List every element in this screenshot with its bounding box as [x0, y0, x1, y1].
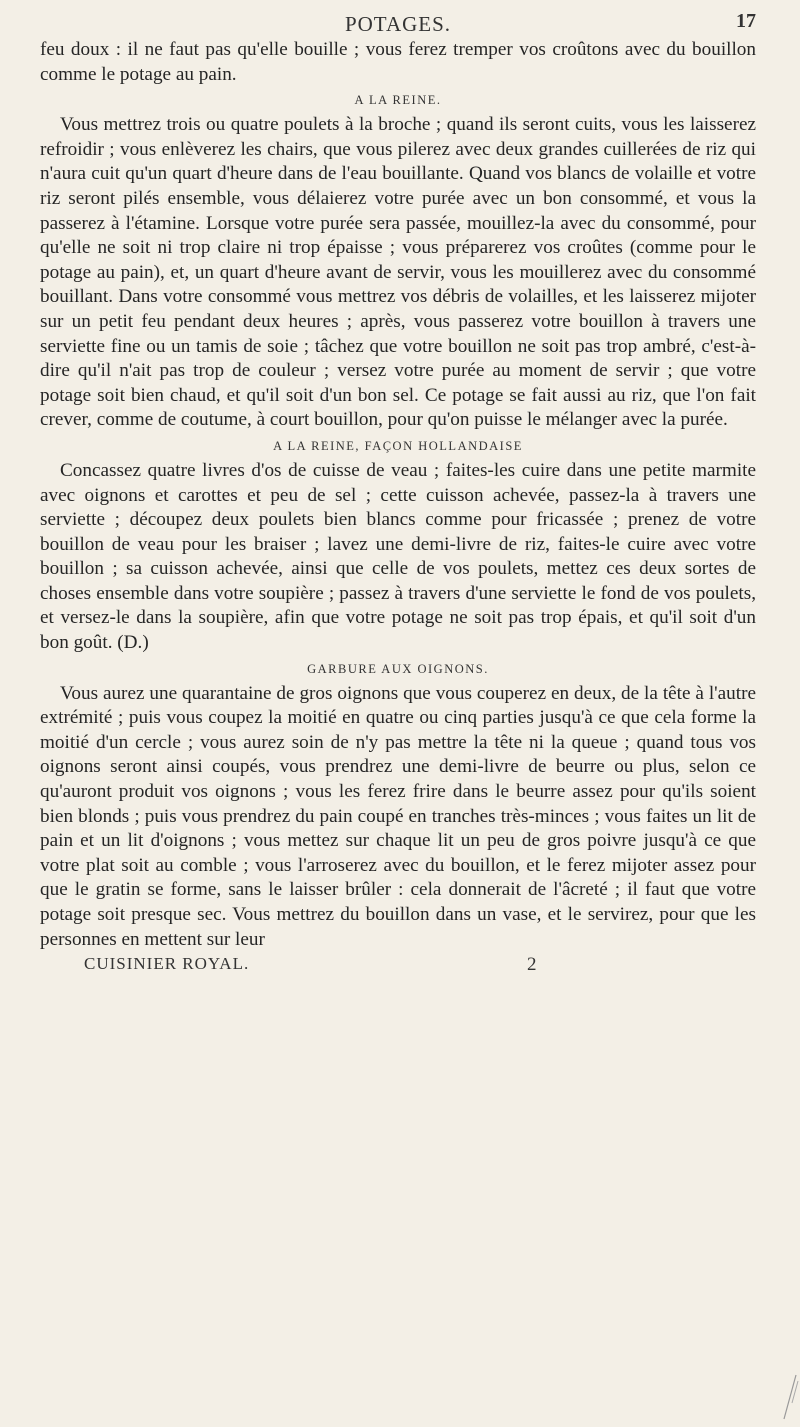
- section-text-a-la-reine: Vous mettrez trois ou quatre poulets à la broche ; quand ils seront cuits, vous les laisserez refroidir ; vous enlèverez les chairs, que vous pilerez avec deux grandes cuillerées de riz qui n'aura cuit qu'un quart d'heure dans de l'eau bouillante. Quand vos blancs de volaille et votre riz seront pilés ensemble, vous délaierez votre purée avec un bon consommé, et vous la passerez à l'étamine. Lorsque votre purée sera passée, mouillez-la avec du consommé, pour qu'elle ne soit ni trop claire ni trop épaisse ; vous préparerez vos croûtes (comme pour le potage au pain), et, un quart d'heure avant de servir, vous les mouillerez avec du consommé bouillant. Dans votre consommé vous mettrez vos débris de volailles, et les laisserez mijoter sur un petit feu pendant deux heures ; après, vous passerez votre bouillon à travers une serviette fine ou un tamis de soie ; tâchez que votre bouillon ne soit pas trop ambré, c'est-à-dire qu'il n'ait pas trop de couleur ; versez votre purée au moment de servir ; que votre potage soit bien chaud, et qu'il soit d'un bon sel. Ce potage se fait aussi au riz, que l'on fait crever, comme de coutume, à court bouillon, pour qu'on puisse le mélanger avec la purée.: [40, 114, 756, 431]
- intro-paragraph: feu doux : il ne faut pas qu'elle bouille ; vous ferez tremper vos croûtons avec du bouillon comme le potage au pain.: [40, 39, 756, 85]
- signature-mark: 2: [527, 954, 537, 976]
- page-footer: [40, 954, 756, 982]
- printer-signature: CUISINIER ROYAL.: [84, 954, 250, 974]
- running-title: POTAGES.: [344, 12, 452, 36]
- section-title-garbure-aux-oignons: GARBURE AUX OIGNONS.: [307, 661, 489, 676]
- section-text-a-la-reine-hollandaise: Concassez quatre livres d'os de cuisse de veau ; faites-les cuire dans une petite marmite avec oignons et carottes et peu de sel ; cette cuisson achevée, passez-la à travers une serviette ; découpez deux poulets bien blancs comme pour fricassée ; prenez de votre bouillon de veau pour les braiser ; lavez une demi-livre de riz, faites-le cuire avec votre bouillon ; sa cuisson achevée, ainsi que celle de vos poulets, mettez ces deux sortes de choses ensemble dans votre soupière ; passez à travers d'une serviette le fond de vos poulets, et versez-le dans la soupière, afin que votre potage ne soit pas trop épais, et qu'il soit d'un bon goût. (D.): [40, 459, 756, 654]
- pencil-mark-icon: [760, 1367, 800, 1427]
- running-header: [40, 0, 756, 38]
- section-title-a-la-reine: A LA REINE.: [354, 93, 442, 108]
- page-number: 17: [736, 10, 756, 32]
- section-text-garbure-aux-oignons: Vous aurez une quarantaine de gros oignons que vous couperez en deux, de la tête à l'autre extrémité ; puis vous coupez la moitié en quatre ou cinq parties jusqu'à ce que cela forme la moitié d'un cercle ; vous aurez soin de n'y pas mettre la tête ni la queue ; quand tous vos oignons seront ainsi coupés, vous prendrez une demi-livre de beurre ou plus, selon ce qu'auront produit vos oignons ; vous les ferez frire dans le beurre assez pour qu'ils soient bien blonds ; puis vous prendrez du pain coupé en tranches très-minces ; vous faites un lit de pain et un lit d'oignons ; vous mettez sur chaque lit un peu de gros poivre jusqu'à ce que votre plat soit au comble ; vous l'arroserez avec du bouillon, et le ferez mijoter assez pour que le gratin se forme, sans le laisser brûler : cela donnerait de l'âcreté ; il faut que votre potage soit presque sec. Vous mettrez du bouillon dans un vase, et le servirez, pour que les personnes en mettent sur leur: [40, 682, 756, 950]
- section-title-a-la-reine-hollandaise: A LA REINE, FAÇON HOLLANDAISE: [273, 438, 523, 453]
